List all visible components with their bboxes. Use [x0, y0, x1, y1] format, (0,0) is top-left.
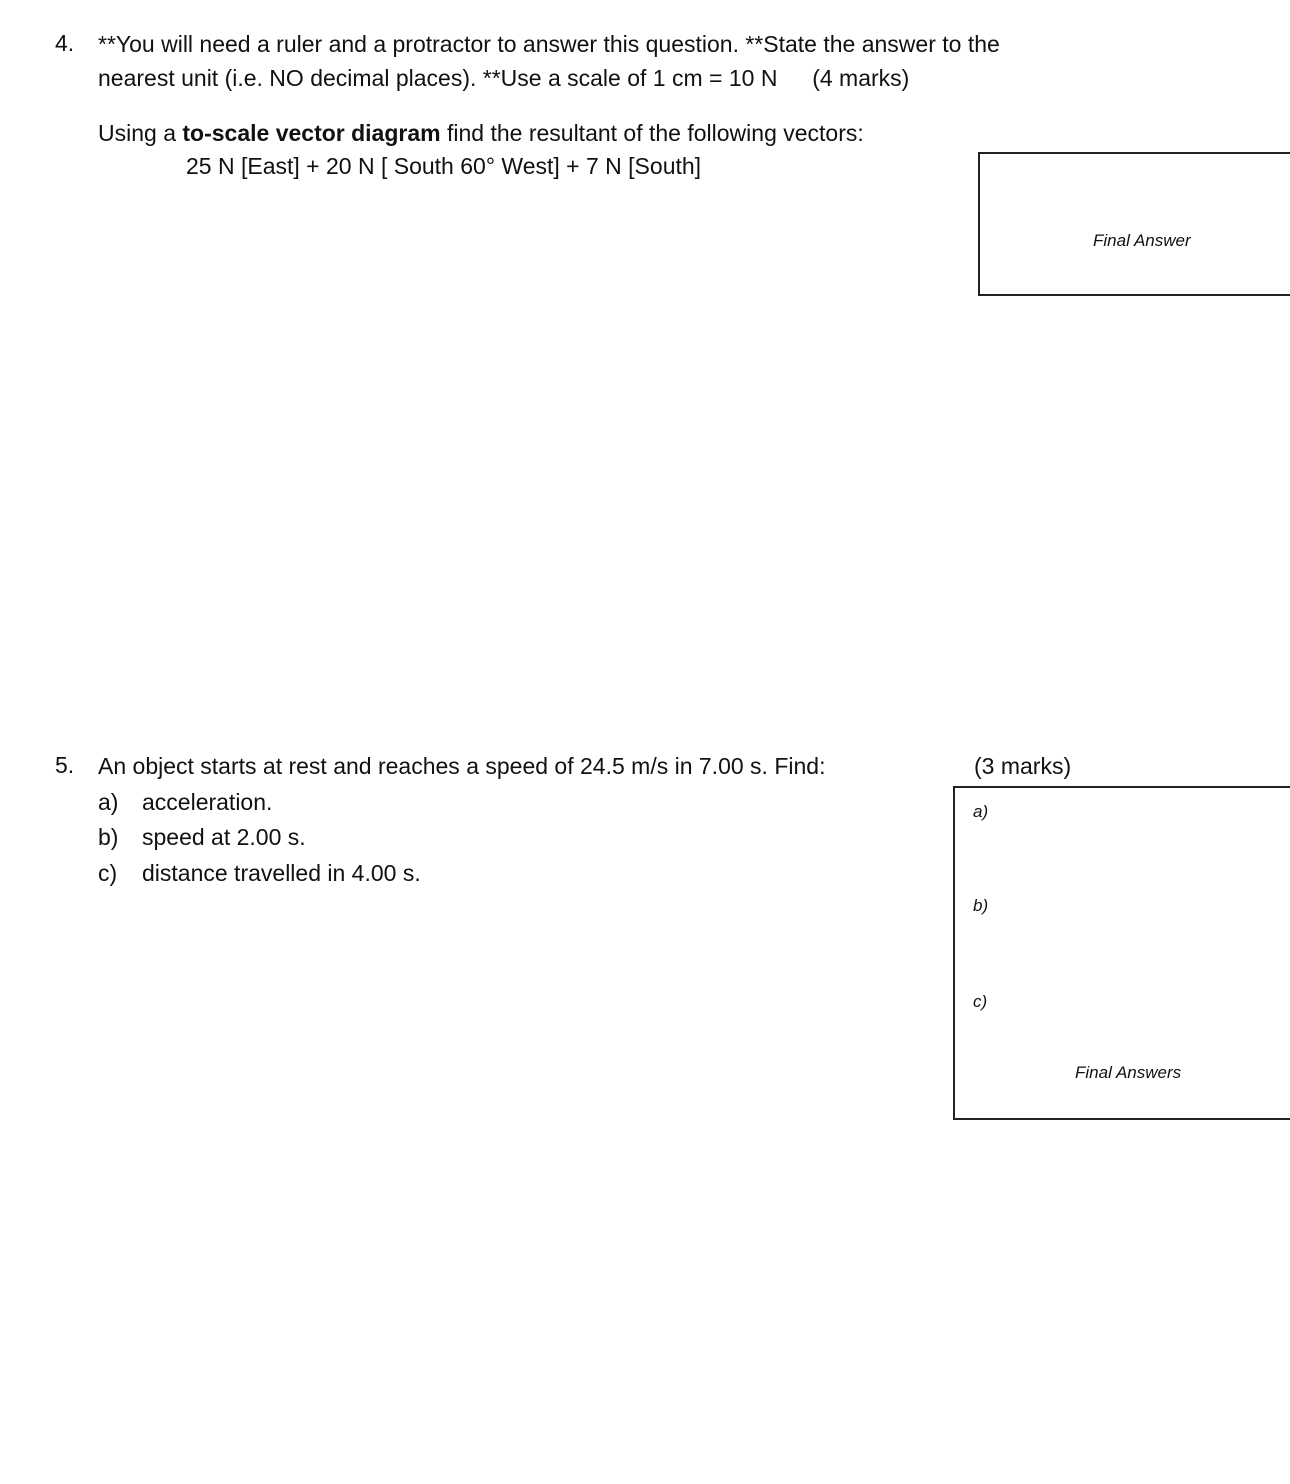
question-4-instruction: [98, 119, 864, 147]
part-c: [98, 859, 421, 887]
answer-label-b: b): [973, 896, 989, 915]
instruction-emphasis: to-scale vector diagram: [182, 120, 441, 146]
answer-label-c: c): [973, 992, 988, 1011]
part-b: [98, 823, 306, 851]
question-4-line-1: **You will need a ruler and a protractor to answer this question. **State the answer to the: [98, 31, 1000, 57]
final-answers-label: Final Answers: [1075, 1063, 1182, 1082]
final-answer-box-q4[interactable]: [978, 152, 1290, 296]
part-a-text: acceleration.: [142, 789, 273, 815]
final-answers-box-q5[interactable]: [953, 786, 1290, 1120]
instruction-suffix: find the resultant of the following vectors:: [440, 120, 864, 146]
question-5-prompt: An object starts at rest and reaches a speed of 24.5 m/s in 7.00 s. Find:: [98, 753, 826, 779]
part-b-letter: b): [98, 824, 119, 850]
part-c-letter: c): [98, 860, 118, 886]
question-4-line-2: [98, 64, 909, 92]
part-a-letter: a): [98, 789, 119, 815]
instruction-prefix: Using a: [98, 120, 183, 146]
answer-label-a: a): [973, 802, 989, 821]
question-4-number: 4.: [55, 30, 75, 56]
question-4-vectors: 25 N [East] + 20 N [ South 60° West] + 7 N [South]: [186, 153, 702, 179]
question-5-number: 5.: [55, 752, 75, 778]
question-5-marks: (3 marks): [974, 753, 1072, 779]
part-c-text: distance travelled in 4.00 s.: [142, 860, 421, 886]
part-b-text: speed at 2.00 s.: [142, 824, 306, 850]
question-4-marks: (4 marks): [812, 65, 910, 91]
question-4-line-2-text: nearest unit (i.e. NO decimal places). **Use a scale of 1 cm = 10 N: [98, 65, 778, 91]
final-answer-label: Final Answer: [1093, 231, 1191, 250]
part-a: [98, 788, 272, 816]
